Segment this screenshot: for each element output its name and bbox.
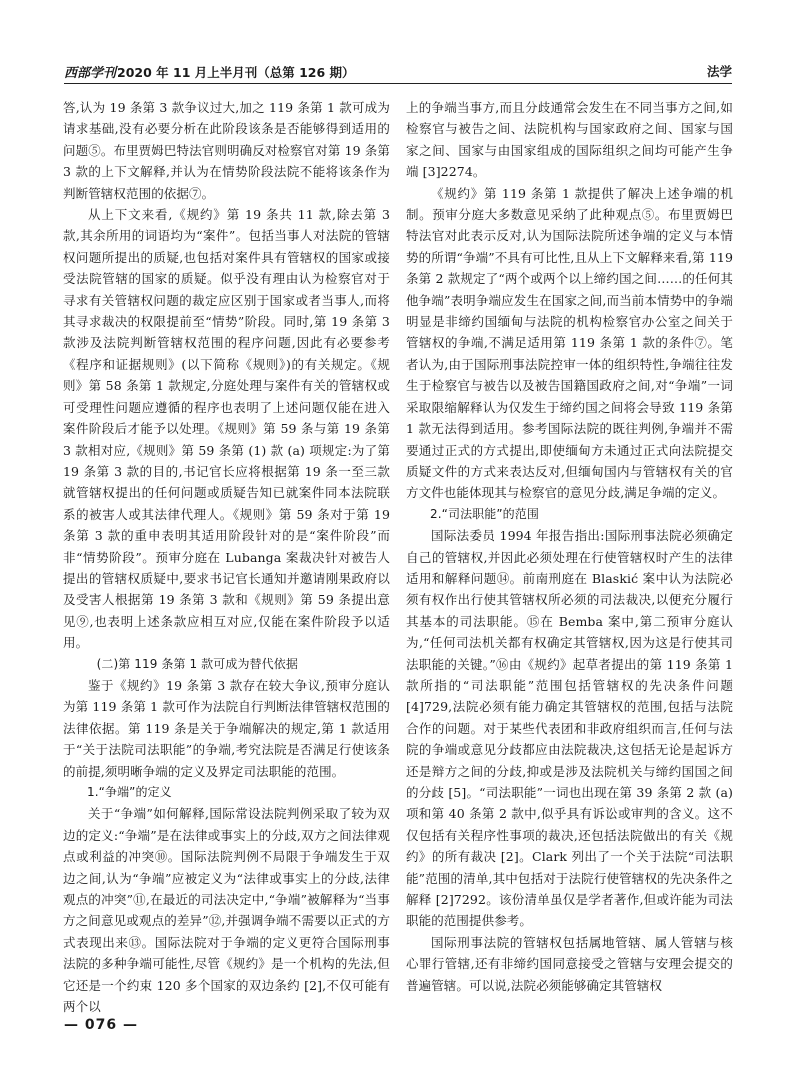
paragraph: 《规约》第 119 条第 1 款提供了解决上述争端的机制。预审分庭大多数意见采纳了此种观点⑤。布里贾姆巴特法官对此表示反对,认为国际法院所述争端的定义与本情势的所谓“争端”不具有可比性,且从上下文解释来看,第 119 条第 2 款规定了“两个或两个以上缔约国之间……的任何其他争端”表明争端应发生在国家之间,而当前本情势中的争端明显是非缔约国缅甸与法院的机构检察官办公室之间关于管辖权的争端,不满足适用第 119 条第 1 款的条件⑦。笔者认为,由于国际刑事法院控审一体的组织特性,争端往往发生于检察官与被告以及被告国籍国政府之间,对“争端”一词采取限缩解释认为仅发生于缔约国之间将会导致 119 条第 1 款无法得到适用。参考国际法院的既往判例,争端并不需要通过正式的方式提出,即使缅甸方未通过正式向法院提交质疑文件的方式来表达反对,但缅甸国内与管辖权有关的官方文件也能体现其与检察官的意见分歧,满足争端的定义。 [406, 185, 733, 501]
left-column [63, 97, 390, 1017]
subsection-heading: 2.“司法职能”的范围 [430, 506, 539, 521]
paragraph: 从上下文来看,《规约》第 19 条共 11 款,除去第 3 款,其余所用的词语均为“案件”。包括当事人对法院的管辖权问题所提出的质疑,也包括对案件具有管辖权的国家或接受法院管辖的国家的质疑。似乎没有理由认为检察官对于寻求有关管辖权问题的裁定应区别于国家或者当事人,而将其寻求裁决的权限提前至“情势”阶段。同时,第 19 条第 3 款涉及法院判断管辖权范围的程序问题,因此有必要参考《程序和证据规则》(以下简称《规则》)的有关规定。《规则》第 58 条第 1 款规定,分庭处理与案件有关的管辖权或可受理性问题应遵循的程序也表明了上述问题仅能在进入案件阶段后才能予以处理。《规则》第 59 条与第 19 条第 3 款相对应,《规则》第 59 条第 (1) 款 (a) 项规定:为了第 19 条第 3 款的目的,书记官长应将根据第 19 条一至三款就管辖权提出的任何问题或质疑告知已就案件同本法院联系的被害人或其法律代理人。《规则》第 59 条对于第 19 条第 3 款的重申表明其适用阶段针对的是“案件阶段”而非“情势阶段”。预审分庭在 Lubanga 案裁决针对被告人提出的管辖权质疑中,要求书记官长通知并邀请刚果政府以及受害人根据第 19 条第 3 款和《规则》第 59 条提出意见⑨,也表明上述条款应相互对应,仅能在案件阶段予以适用。 [63, 207, 390, 651]
running-header [64, 62, 732, 84]
paragraph: 鉴于《规约》19 条第 3 款存在较大争议,预审分庭认为第 119 条第 1 款可作为法院自行判断法律管辖权范围的法律依据。第 119 条是关于争端解决的规定,第 1 款适用于“关于法院司法职能”的争端,考究法院是否满足行使该条的前提,须明晰争端的定义及界定司法职能的范围。 [63, 677, 390, 779]
issue-info: 2020 年 11 月上半月刊（总第 126 期） [117, 65, 355, 80]
right-column [406, 97, 733, 996]
paragraph: 关于“争端”如何解释,国际常设法院判例采取了较为双边的定义:“争端”是在法律或事实上的分歧,双方之间法律观点或利益的冲突⑩。国际法院判例不局限于争端发生于双边之间,认为“争端”应被定义为“法律或事实上的分歧,法律观点的冲突”⑪,在最近的司法决定中,“争端”被解释为“当事方之间意见或观点的差异”⑫,并强调争端不需要以正式的方式表现出来⑬。国际法院对于争端的定义更符合国际刑事法院的多种争端可能性,尽管《规约》是一个机构的先法,但它还是一个约束 120 多个国家的双边条约 [2],不仅可能有两个以 [63, 806, 390, 1015]
header-rule [64, 83, 732, 84]
subsection-heading: 1.“争端”的定义 [87, 785, 172, 799]
journal-logo: 西部学刊 [64, 66, 117, 81]
paragraph: 答,认为 19 条第 3 款争议过大,加之 119 条第 1 款可成为请求基础,没有必要分析在此阶段该条是否能够得到适用的问题⑤。布里贾姆巴特法官则明确反对检察官对第 19 条第 3 款的上下文解释,并认为在情势阶段法院不能将该条作为判断管辖权范围的依据⑦。 [63, 100, 390, 201]
paragraph: 上的争端当事方,而且分歧通常会发生在不同当事方之间,如检察官与被告之间、法院机构与国家政府之间、国家与国家之间、国家与由国家组成的国际组织之间均可能产生争端 [3]2274。 [406, 100, 733, 180]
paragraph: 国际法委员 1994 年报告指出:国际刑事法院必须确定自己的管辖权,并因此必须处理在行使管辖权时产生的法律适用和解释问题⑭。前南刑庭在 Blaskić 案中认为法院必须有权作出行使其管辖权所必须的司法裁决,以便充分履行其基本的司法职能。⑮在 Bemba 案中,第二预审分庭认为,“任何司法机关都有权确定其管辖权,因为这是行使其司法职能的关键。”⑯由《规约》起草者提出的第 119 条第 1 款所指的“司法职能”范围包括管辖权的先决条件问题 [4]729,法院必须有能力确定其管辖权的范围,包括与法院合作的问题。对于某些代表团和非政府组织而言,任何与法院的争端或意见分歧都应由法院裁决,这包括无论是起诉方还是辩方之间的分歧,抑或是涉及法院机关与缔约国国之间的分歧 [5]。“司法职能”一词也出现在第 39 条第 2 款 (a) 项和第 40 条第 2 款中,似乎具有诉讼或审判的含义。这不仅包括有关程序性事项的裁决,还包括法院做出的有关《规约》的所有裁决 [2]。Clark 列出了一个关于法院“司法职能”范围的清单,其中包括对于法院行使管辖权的先决条件之解释 [2]7292。该份清单虽仅是学者著作,但或许能为司法职能的范围提供参考。 [406, 528, 733, 929]
page-number: — 076 — [64, 1017, 138, 1033]
section-heading: (二)第 119 条第 1 款可成为替代依据 [96, 656, 298, 671]
section-label: 法学 [706, 64, 732, 79]
paragraph: 国际刑事法院的管辖权包括属地管辖、属人管辖与核心罪行管辖,还有非缔约国同意接受之管辖与安理会提交的普遍管辖。可以说,法院必须能够确定其管辖权 [406, 934, 733, 993]
journal-header [64, 62, 355, 81]
